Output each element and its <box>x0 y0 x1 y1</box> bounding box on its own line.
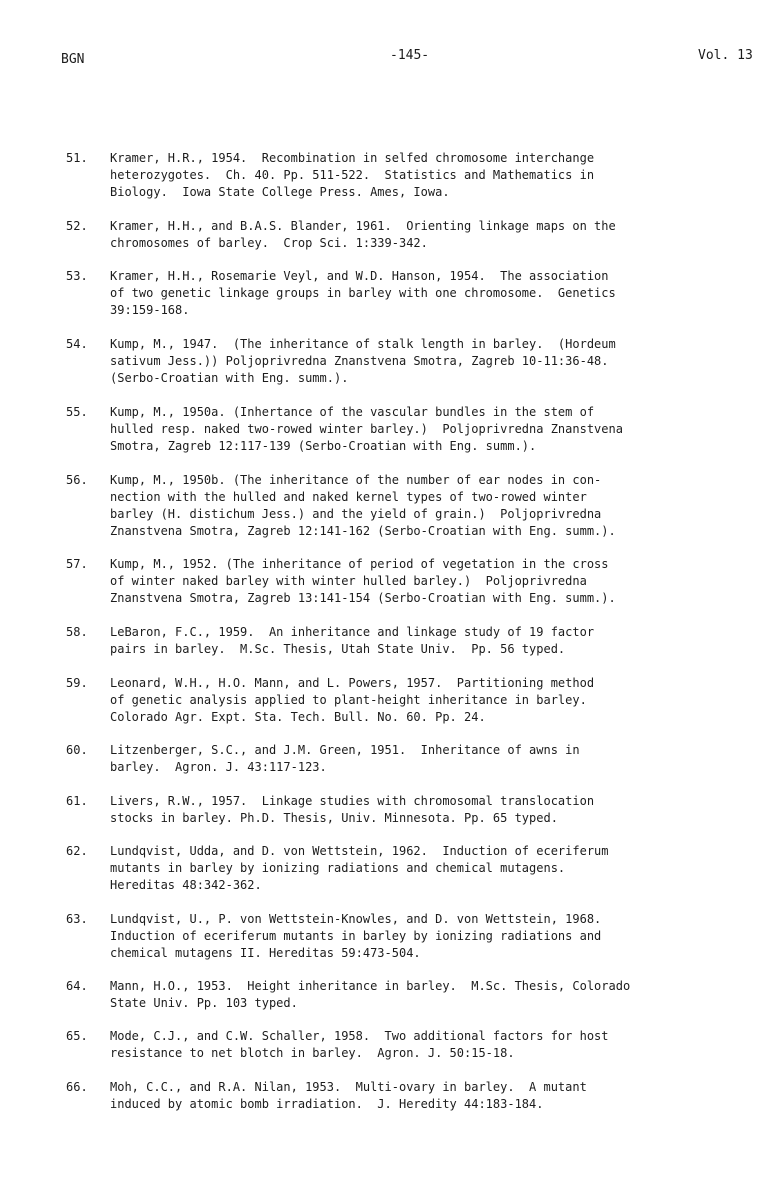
reference-line: heterozygotes. Ch. 40. Pp. 511-522. Statistics and Mathematics in <box>110 167 595 182</box>
reference-line: of genetic analysis applied to plant-height inheritance in barley. <box>110 692 587 707</box>
reference-line: resistance to net blotch in barley. Agron. J. 50:15-18. <box>110 1045 515 1060</box>
reference-text <box>110 978 750 1012</box>
reference-number: 64. <box>66 979 88 993</box>
reference-text <box>110 404 750 455</box>
reference-line: Kump, M., 1952. (The inheritance of period of vegetation in the cross <box>110 557 609 571</box>
reference-text <box>110 150 750 201</box>
reference-line: Kump, M., 1947. (The inheritance of stalk length in barley. (Hordeum <box>110 337 616 351</box>
reference-text <box>110 336 750 387</box>
reference-line: Mode, C.J., and C.W. Schaller, 1958. Two additional factors for host <box>110 1029 609 1043</box>
reference-number: 62. <box>66 844 88 858</box>
reference-text <box>110 1028 750 1062</box>
reference-line: chemical mutagens II. Hereditas 59:473-504. <box>110 945 421 960</box>
reference-number: 53. <box>66 269 88 283</box>
reference-line: Hereditas 48:342-362. <box>110 877 262 892</box>
reference-number: 59. <box>66 676 88 690</box>
reference-line: hulled resp. naked two-rowed winter barley.) Poljoprivredna Znanstvena <box>110 421 623 436</box>
reference-line: Biology. Iowa State College Press. Ames, Iowa. <box>110 184 450 199</box>
reference-line: mutants in barley by ionizing radiations and chemical mutagens. <box>110 860 566 875</box>
reference-number: 54. <box>66 337 88 351</box>
reference-line: Moh, C.C., and R.A. Nilan, 1953. Multi-ovary in barley. A mutant <box>110 1080 587 1094</box>
reference-line: Leonard, W.H., H.O. Mann, and L. Powers, 1957. Partitioning method <box>110 676 595 690</box>
reference-line: Livers, R.W., 1957. Linkage studies with chromosomal translocation <box>110 794 595 808</box>
reference-line: Znanstvena Smotra, Zagreb 13:141-154 (Serbo-Croatian with Eng. summ.). <box>110 590 616 605</box>
reference-line: barley (H. distichum Jess.) and the yield of grain.) Poljoprivredna <box>110 506 602 521</box>
page-number: -145- <box>390 48 430 63</box>
reference-line: Kramer, H.H., and B.A.S. Blander, 1961. Orienting linkage maps on the <box>110 219 616 233</box>
reference-line: Lundqvist, U., P. von Wettstein-Knowles, and D. von Wettstein, 1968. <box>110 912 602 926</box>
reference-line: Kump, M., 1950b. (The inheritance of the number of ear nodes in con- <box>110 473 602 487</box>
reference-text <box>110 675 750 726</box>
reference-number: 55. <box>66 405 88 419</box>
reference-text <box>110 742 750 776</box>
reference-line: sativum Jess.)) Poljoprivredna Znanstvena Smotra, Zagreb 10-11:36-48. <box>110 353 609 368</box>
reference-line: stocks in barley. Ph.D. Thesis, Univ. Minnesota. Pp. 65 typed. <box>110 810 558 825</box>
reference-number: 56. <box>66 473 88 487</box>
reference-number: 63. <box>66 912 88 926</box>
reference-number: 66. <box>66 1080 88 1094</box>
reference-line: barley. Agron. J. 43:117-123. <box>110 759 327 774</box>
reference-text <box>110 472 750 540</box>
reference-line: State Univ. Pp. 103 typed. <box>110 995 298 1010</box>
reference-line: Kramer, H.H., Rosemarie Veyl, and W.D. Hanson, 1954. The association <box>110 269 609 283</box>
reference-line: (Serbo-Croatian with Eng. summ.). <box>110 370 349 385</box>
reference-line: pairs in barley. M.Sc. Thesis, Utah State Univ. Pp. 56 typed. <box>110 641 566 656</box>
reference-line: Lundqvist, Udda, and D. von Wettstein, 1962. Induction of eceriferum <box>110 844 609 858</box>
reference-number: 58. <box>66 625 88 639</box>
reference-line: Litzenberger, S.C., and J.M. Green, 1951. Inheritance of awns in <box>110 743 580 757</box>
reference-line: induced by atomic bomb irradiation. J. Heredity 44:183-184. <box>110 1096 544 1111</box>
reference-line: Kramer, H.R., 1954. Recombination in selfed chromosome interchange <box>110 151 595 165</box>
reference-line: Smotra, Zagreb 12:117-139 (Serbo-Croatian with Eng. summ.). <box>110 438 537 453</box>
reference-number: 51. <box>66 151 88 165</box>
reference-line: of two genetic linkage groups in barley with one chromosome. Genetics <box>110 285 616 300</box>
volume-label: Vol. 13 <box>698 48 753 63</box>
journal-abbrev: BGN <box>61 52 85 67</box>
reference-line: of winter naked barley with winter hulled barley.) Poljoprivredna <box>110 573 587 588</box>
reference-text <box>110 218 750 252</box>
reference-line: LeBaron, F.C., 1959. An inheritance and linkage study of 19 factor <box>110 625 595 639</box>
reference-text <box>110 624 750 658</box>
reference-text <box>110 843 750 894</box>
reference-line: Znanstvena Smotra, Zagreb 12:141-162 (Serbo-Croatian with Eng. summ.). <box>110 523 616 538</box>
reference-line: Kump, M., 1950a. (Inhertance of the vascular bundles in the stem of <box>110 405 595 419</box>
reference-line: nection with the hulled and naked kernel types of two-rowed winter <box>110 489 587 504</box>
reference-line: 39:159-168. <box>110 302 190 317</box>
reference-number: 52. <box>66 219 88 233</box>
reference-text <box>110 1079 750 1113</box>
reference-text <box>110 911 750 962</box>
reference-text <box>110 793 750 827</box>
reference-line: Mann, H.O., 1953. Height inheritance in barley. M.Sc. Thesis, Colorado <box>110 979 631 993</box>
reference-text <box>110 556 750 607</box>
reference-number: 60. <box>66 743 88 757</box>
reference-line: Induction of eceriferum mutants in barley by ionizing radiations and <box>110 928 602 943</box>
reference-number: 57. <box>66 557 88 571</box>
page-header <box>0 48 781 68</box>
reference-text <box>110 268 750 319</box>
reference-number: 61. <box>66 794 88 808</box>
reference-line: Colorado Agr. Expt. Sta. Tech. Bull. No. 60. Pp. 24. <box>110 709 486 724</box>
reference-number: 65. <box>66 1029 88 1043</box>
reference-line: chromosomes of barley. Crop Sci. 1:339-342. <box>110 235 428 250</box>
